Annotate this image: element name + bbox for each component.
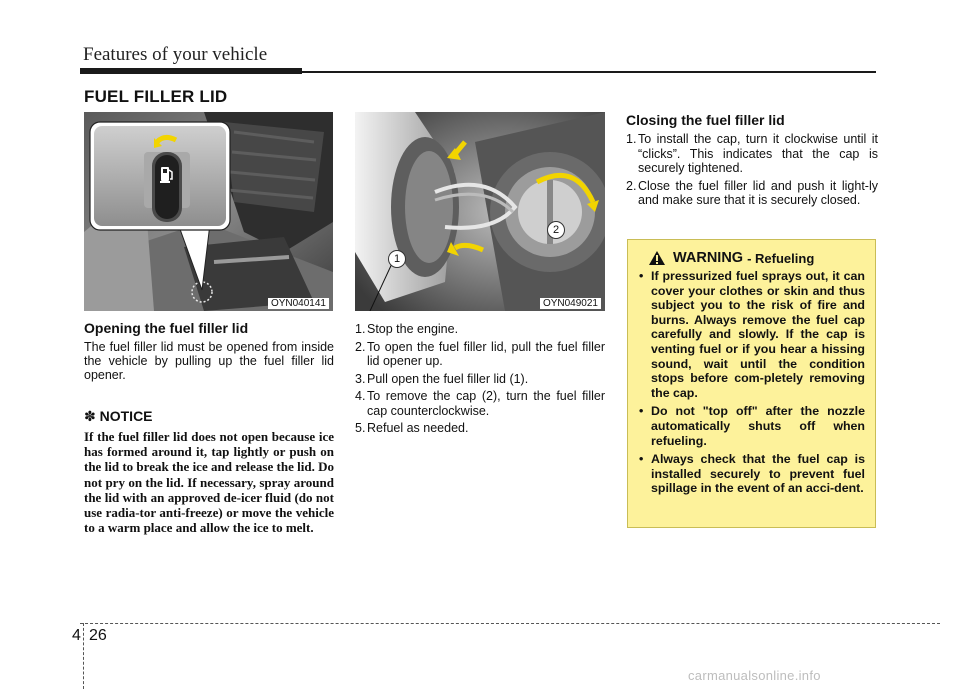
closing-steps (626, 132, 878, 208)
notice-body: If the fuel filler lid does not open because ice has formed around it, tap lightly or push on the lid to break the ice and release the lid. Do not pry on the lid. If necessary, spray around the lid with an approved de-icer fluid (do not use radia-tor anti-freeze) or move the vehicle to a warm place and allow the ice to melt. (84, 429, 334, 536)
step-item: 3. Pull open the fuel filler lid (1). (355, 371, 529, 386)
page-number: 26 (89, 627, 107, 644)
section-title: FUEL FILLER LID (84, 87, 228, 106)
figure-fuel-lid-opener (84, 112, 333, 311)
column-opening (84, 320, 334, 535)
warning-item: • Always check that the fuel cap is installed securely to prevent fuel spillage in the event of an acci-dent. (638, 452, 865, 496)
warning-word: WARNING (673, 250, 744, 266)
notice-title (84, 408, 334, 425)
footer-rule (80, 623, 940, 624)
step-item: 2. Close the fuel filler lid and push it light-ly and make sure that it is securely closed. (626, 178, 878, 207)
step-item: 1. Stop the engine. (355, 322, 459, 336)
warning-item: • Do not "top off" after the nozzle automatically shuts off when refueling. (638, 404, 865, 448)
step-item: 1. To install the cap, turn it clockwise until it “clicks”. This indicates that the cap is securely tightened. (626, 132, 878, 175)
step-item: 4. To remove the cap (2), turn the fuel filler cap counterclockwise. (355, 389, 605, 418)
warning-box (627, 239, 876, 528)
step-item: 5. Refuel as needed. (355, 421, 469, 435)
warning-header (648, 250, 865, 266)
notice-word: NOTICE (99, 408, 153, 424)
notice-symbol: ✽ (84, 408, 96, 424)
warning-list (638, 269, 865, 496)
warning-item: • If pressurized fuel sprays out, it can cover your clothes or skin and thus subject you to the risk of fire and burns. Always remove the fuel cap carefully and slowly. If the cap is venting fuel or if you hear a hissing sound, wait until the condition stops before com-pletely removing the cap. (638, 269, 865, 400)
header-rule-thin (302, 71, 876, 73)
step-item: 2. To open the fuel filler lid, pull the fuel filler lid opener up. (355, 339, 605, 368)
callout-1: 1 (388, 250, 406, 268)
header-title: Features of your vehicle (83, 44, 268, 65)
header-rule (80, 68, 302, 74)
opening-heading: Opening the fuel filler lid (84, 320, 249, 336)
footer-divider (83, 623, 84, 689)
opening-body: The fuel filler lid must be opened from inside the vehicle by pulling up the fuel filler lid opener. (84, 340, 334, 382)
warning-triangle-icon (648, 250, 666, 266)
figure-code: OYN040141 (268, 298, 329, 309)
column-closing (626, 112, 878, 211)
opening-steps (355, 322, 605, 436)
column-steps (355, 322, 605, 439)
figure-code: OYN049021 (540, 298, 601, 309)
page-chapter: 4 (72, 627, 81, 644)
warning-subtitle: - Refueling (747, 250, 815, 266)
watermark: carmanualsonline.info (688, 668, 821, 683)
callout-2: 2 (547, 221, 565, 239)
figure-fuel-cap (355, 112, 605, 311)
fuel-pump-icon (159, 164, 175, 186)
closing-heading: Closing the fuel filler lid (626, 112, 785, 128)
